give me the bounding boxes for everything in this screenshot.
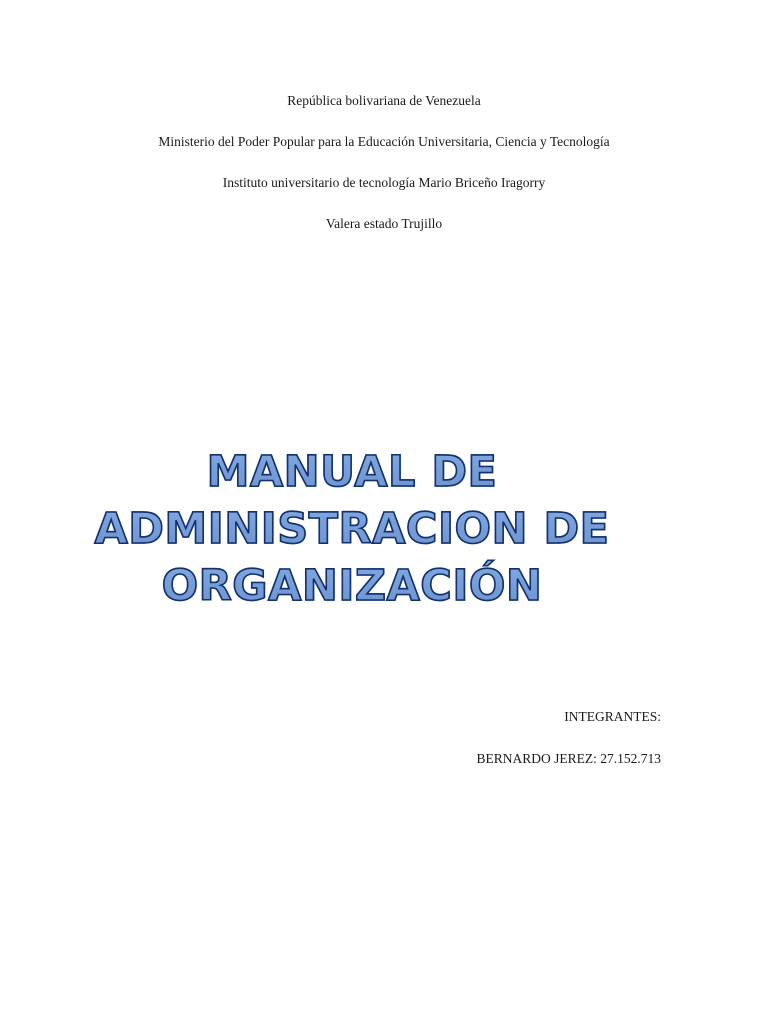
title-line-1: MANUAL DE [0, 444, 704, 501]
member-entry: BERNARDO JEREZ: 27.152.713 [476, 751, 661, 766]
header-ministry: Ministerio del Poder Popular para la Educación Universitaria, Ciencia y Tecnología [158, 134, 610, 149]
title-line-2: ADMINISTRACION DE [0, 501, 704, 558]
document-title [0, 444, 704, 615]
header-institute: Instituto universitario de tecnología Mario Briceño Iragorry [222, 175, 546, 190]
members-label: INTEGRANTES: [564, 709, 661, 724]
header-location: Valera estado Trujillo [325, 216, 443, 231]
title-line-3: ORGANIZACIÓN [0, 558, 704, 615]
header-republic: República bolivariana de Venezuela [287, 93, 481, 108]
